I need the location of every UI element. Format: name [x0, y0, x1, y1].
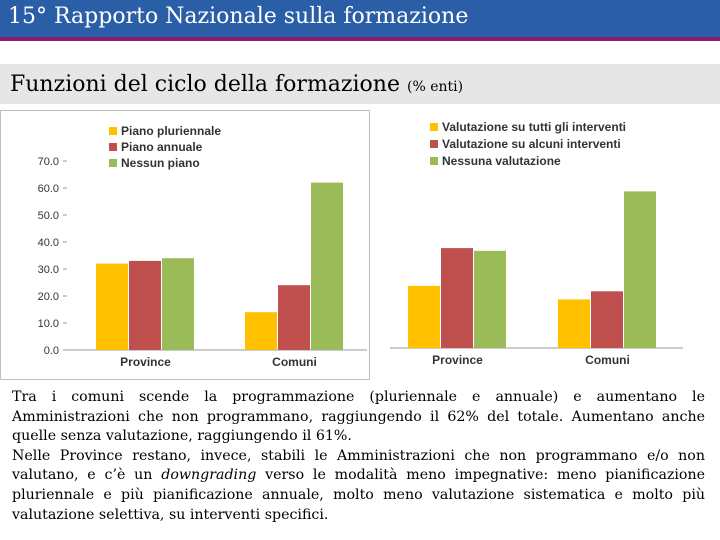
subtitle-bar — [0, 64, 720, 104]
chart-evaluation-bar — [558, 299, 590, 348]
chart-planning-legend-swatch-0 — [109, 127, 117, 135]
chart-evaluation-bar — [408, 286, 440, 348]
chart-planning-y-tick-label: 0.0 — [43, 345, 59, 357]
chart-evaluation-bar — [441, 248, 473, 348]
chart-planning-bar — [311, 183, 343, 350]
paragraph-2-emphasis: downgrading — [161, 467, 257, 484]
subtitle-unit: (% enti) — [406, 79, 464, 95]
chart-evaluation-bar — [624, 191, 656, 348]
body-text — [12, 388, 705, 525]
chart-planning-y-tick-label: 40.0 — [37, 237, 59, 249]
chart-planning-legend-label-0: Piano pluriennale — [121, 124, 222, 138]
chart-planning-y-tick-label: 50.0 — [37, 210, 59, 222]
chart-planning-legend-label-1: Piano annuale — [121, 140, 203, 154]
chart-evaluation-legend-label-2: Nessuna valutazione — [442, 154, 561, 168]
chart-planning — [0, 110, 370, 380]
chart-planning-category-label: Comuni — [272, 355, 317, 369]
chart-planning-svg — [1, 111, 369, 379]
chart-planning-y-tick-label: 10.0 — [37, 318, 59, 330]
chart-planning-y-tick-label: 70.0 — [37, 156, 59, 168]
chart-evaluation-category-label: Province — [432, 353, 483, 367]
subtitle-text: Funzioni del ciclo della formazione — [10, 72, 400, 97]
chart-evaluation-legend-swatch-0 — [430, 123, 438, 131]
chart-evaluation-bar — [474, 251, 506, 348]
chart-planning-y-tick-label: 20.0 — [37, 291, 59, 303]
chart-planning-legend-swatch-1 — [109, 143, 117, 151]
chart-planning-legend-swatch-2 — [109, 159, 117, 167]
chart-planning-category-label: Province — [120, 355, 171, 369]
paragraph-1: Tra i comuni scende la programmazione (pluriennale e annuale) e aumentano le Amministrazioni che non programmano, raggiungendo il 62% del totale. Aumentano anche quelle senza valutazione, raggiungendo il 61%. — [12, 389, 705, 445]
chart-evaluation-legend-label-1: Valutazione su alcuni interventi — [442, 137, 621, 151]
paragraph-2 — [12, 447, 705, 525]
title-bar — [0, 0, 720, 37]
chart-planning-y-tick-label: 30.0 — [37, 264, 59, 276]
chart-planning-bar — [129, 261, 161, 350]
paragraph-2-start: Nelle Province restano, invece, stabili le Amministrazioni che non programmano e/o non valutano, e c’è un — [12, 447, 705, 484]
chart-evaluation-legend-label-0: Valutazione su tutti gli interventi — [442, 120, 627, 134]
chart-evaluation-bar — [591, 291, 623, 348]
page-title: 15° Rapporto Nazionale sulla formazione — [8, 4, 469, 29]
chart-planning-y-tick-label: 60.0 — [37, 183, 59, 195]
chart-planning-bar — [278, 285, 310, 350]
chart-planning-bar — [245, 312, 277, 350]
chart-evaluation — [388, 110, 718, 380]
slide-subtitle — [0, 64, 720, 97]
chart-planning-bar — [162, 258, 194, 350]
chart-evaluation-legend-swatch-2 — [430, 157, 438, 165]
chart-evaluation-category-label: Comuni — [585, 353, 630, 367]
chart-evaluation-legend-swatch-1 — [430, 140, 438, 148]
chart-planning-legend-label-2: Nessun piano — [121, 156, 200, 170]
title-divider — [0, 37, 720, 41]
chart-planning-bar — [96, 264, 128, 350]
paragraph-2-end: verso le modalità meno impegnative: meno pianificazione pluriennale e più pianificazione annuale, molto meno valutazione sistematica e molto più valutazione selettiva, su interventi specifici. — [12, 467, 705, 523]
chart-evaluation-svg — [388, 110, 718, 380]
